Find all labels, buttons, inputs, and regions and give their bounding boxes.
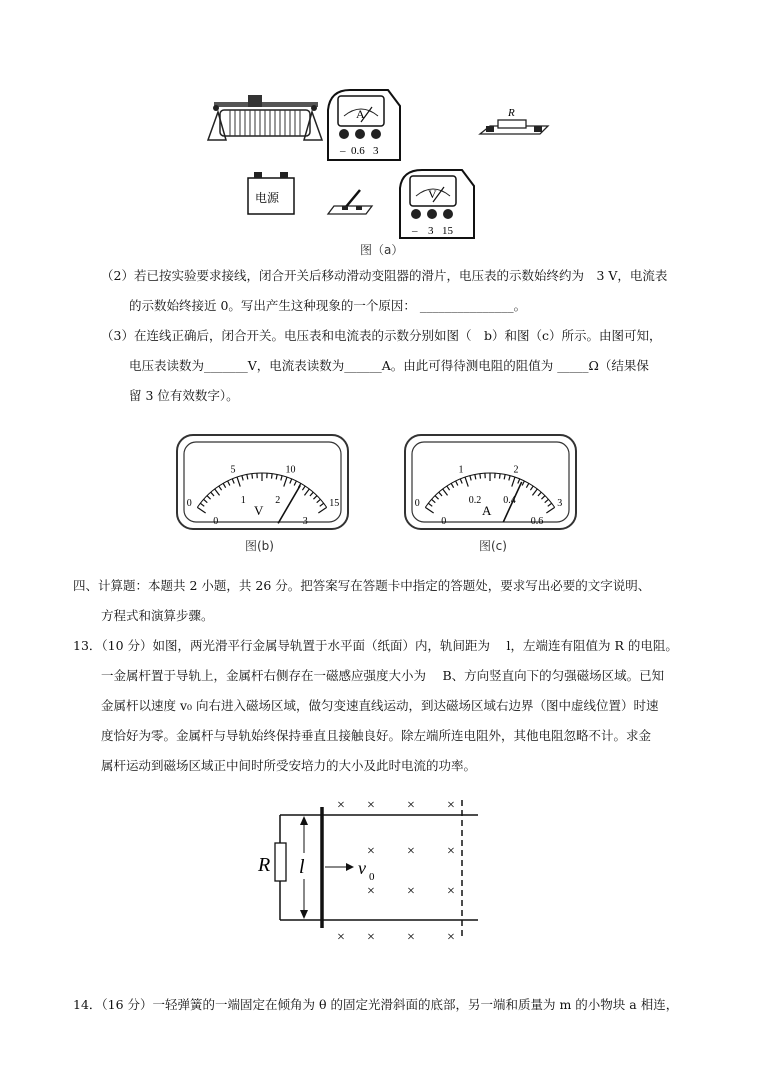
q2-line-1: （2）若已按实验要求接线，闭合开关后移动滑动变阻器的滑片，电压表的示数始终约为 3 V，电流表 [101, 268, 668, 283]
figure-a-apparatus [200, 82, 560, 257]
figure-b-caption: 图(b) [245, 539, 274, 553]
outer-scale-label: 15 [329, 497, 340, 509]
dial-tick [480, 474, 481, 479]
section4-line-2: 方程式和演算步骤。 [101, 608, 214, 623]
velocity-subscript: 0 [369, 871, 375, 883]
ammeter-letter: A [356, 107, 365, 121]
rheostat-drawing [208, 95, 322, 140]
magnetic-field-mark: × [367, 798, 375, 813]
outer-scale-label: 0 [186, 497, 192, 509]
inner-scale-label: 0 [441, 515, 447, 527]
magnetic-field-mark: × [337, 930, 345, 945]
magnetic-field-mark: × [407, 930, 415, 945]
inner-scale-label: 0.4 [503, 494, 516, 506]
q3-line-2: 电压表读数为_______V，电流表读数为______A。由此可得待测电阻的阻值为 _____Ω（结果保 [129, 358, 649, 373]
ammeter-terminal-label: 3 [373, 145, 379, 157]
q2-line-2: 的示数始终接近 0。写出产生这种现象的一个原因： _______________。 [129, 298, 527, 313]
ammeter-drawing [328, 90, 400, 160]
q13-line-1: 13．（10 分）如图，两光滑平行金属导轨置于水平面（纸面）内，轨间距为 l，左端连有阻值为 R 的电阻。 [73, 638, 678, 653]
voltmeter-drawing [400, 170, 474, 238]
outer-scale-label: 10 [285, 464, 296, 476]
magnetic-field-mark: × [447, 930, 455, 945]
resistor-label: R [258, 854, 271, 876]
power-source-drawing [248, 172, 294, 214]
ammeter-terminal-label: 0.6 [351, 145, 365, 157]
magnetic-field-mark: × [337, 798, 345, 813]
switch-drawing [328, 190, 372, 214]
inner-scale-label: 2 [275, 494, 281, 506]
power-source-label: 电源 [255, 191, 280, 205]
inner-scale-label: 0.2 [468, 494, 482, 506]
outer-scale-label: 1 [458, 464, 464, 476]
unit-label: V [254, 503, 264, 518]
magnetic-field-mark: × [447, 798, 455, 813]
voltmeter-dial-b [175, 433, 350, 533]
magnetic-field-mark: × [447, 884, 455, 899]
inner-scale-label: 1 [240, 494, 246, 506]
unit-label: A [482, 503, 492, 518]
inner-scale-label: 0.6 [530, 515, 544, 527]
magnetic-field-mark: × [367, 930, 375, 945]
rails-circuit-figure [250, 795, 490, 945]
q13-line-4: 度恰好为零。金属杆与导轨始终保持垂直且接触良好。除左端所连电阻外，其他电阻忽略不计。求金 [101, 728, 652, 743]
ammeter-terminal-label: – [340, 145, 346, 157]
voltmeter-terminal-label: 15 [442, 225, 453, 237]
q13-line-5: 属杆运动到磁场区域正中间时所受安培力的大小及此时电流的功率。 [101, 758, 477, 773]
dial-tick [499, 474, 500, 479]
magnetic-field-mark: × [407, 884, 415, 899]
voltmeter-letter: V [428, 187, 437, 201]
resistor-symbol [275, 843, 286, 881]
outer-scale-label: 5 [230, 464, 236, 476]
section4-line-1: 四、计算题：本题共 2 小题，共 26 分。把答案写在答题卡中指定的答题处，要求写出必要的文字说明、 [73, 578, 651, 593]
resistor-label: R [508, 107, 515, 119]
ammeter-dial-c [403, 433, 578, 533]
dial-tick [252, 474, 253, 479]
outer-scale-label: 2 [513, 464, 519, 476]
magnetic-field-mark: × [407, 798, 415, 813]
q14-line-1: 14．（16 分）一轻弹簧的一端固定在倾角为 θ 的固定光滑斜面的底部，另一端和质量为 m 的小物块 a 相连， [73, 997, 679, 1012]
figure-c-caption: 图(c) [479, 539, 507, 553]
resistor-drawing [480, 107, 548, 134]
velocity-label: v [358, 858, 366, 878]
magnetic-field-mark: × [367, 884, 375, 899]
dial-tick [271, 474, 272, 479]
q3-line-1: （3）在连线正确后，闭合开关。电压表和电流表的示数分别如图（ b）和图（c）所示。由图可知， [101, 328, 662, 343]
magnetic-field-mark: × [447, 844, 455, 859]
voltmeter-terminal-label: 3 [428, 225, 434, 237]
outer-scale-label: 3 [557, 497, 563, 509]
q13-line-3: 金属杆以速度 v₀ 向右进入磁场区域，做匀变速直线运动，到达磁场区域右边界（图中虚线位置）时速 [101, 698, 659, 713]
outer-scale-label: 0 [414, 497, 420, 509]
figure-a-caption: 图（a） [360, 243, 404, 257]
inner-scale-label: 0 [213, 515, 219, 527]
q13-line-2: 一金属杆置于导轨上，金属杆右侧存在一磁感应强度大小为 B、方向竖直向下的匀强磁场区域。已知 [101, 668, 665, 683]
q3-line-3: 留 3 位有效数字）。 [129, 388, 239, 403]
inner-scale-label: 3 [302, 515, 308, 527]
magnetic-field-mark: × [407, 844, 415, 859]
magnetic-field-mark: × [367, 844, 375, 859]
voltmeter-terminal-label: – [412, 225, 418, 237]
rail-spacing-label: l [299, 856, 305, 878]
